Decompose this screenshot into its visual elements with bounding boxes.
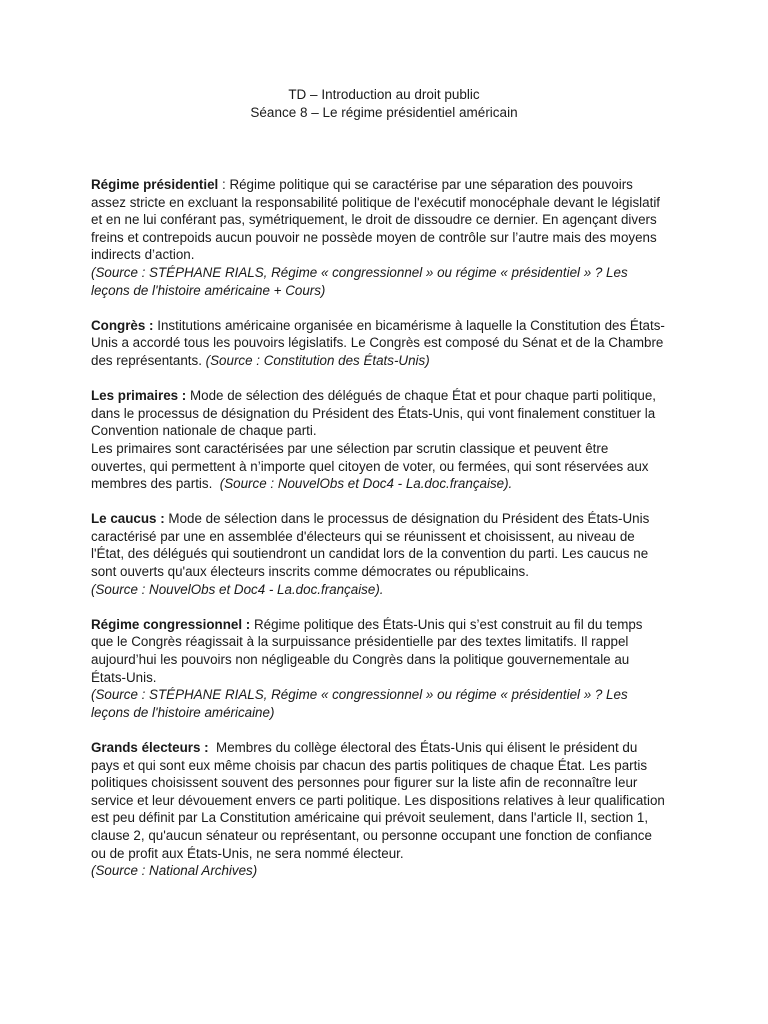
entry-body	[91, 176, 665, 264]
entry-body	[91, 739, 665, 862]
entry-body	[91, 510, 665, 580]
entry-definition: Membres du collège électoral des États-Unis qui élisent le président du pays et qui sont eux même choisis par chacun des partis politiques de chaque État. Les partis politiques choisissent souvent des personnes pour figurer sur la liste afin de reconnaître leur service et leur dévouement envers ce parti politique. Les dispositions relatives à leur qualification est peu définit par La Constitution américaine qui prévoit seulement, dans l'article II, section 1, clause 2, qu'aucun sénateur ou représentant, ou personne occupant une fonction de confiance ou de profit aux États-Unis, ne sera nommé électeur.	[91, 740, 665, 861]
entry-term: Congrès :	[91, 317, 154, 333]
entry-term: Grands électeurs :	[91, 740, 209, 755]
entry-source: (Source : NouvelObs et Doc4 - La.doc.française).	[91, 581, 384, 597]
glossary-entry-regime-presidentiel	[91, 176, 665, 299]
entry-definition: Régime politique des États-Unis qui s’est construit au fil du temps que le Congrès réagissait à la surpuissance présidentielle par des textes limitatifs. Il rappel aujourd’hui les pouvoirs non négligeable du Congrès dans la politique gouvernementale au États-Unis.	[91, 616, 643, 685]
glossary-entry-caucus	[91, 510, 665, 598]
glossary-entry-regime-congressionnel	[91, 616, 665, 722]
entry-definition: Institutions américaine organisée en bicamérisme à laquelle la Constitution des États-Unis a accordé tous les pouvoirs législatifs. Le Congrès est composé du Sénat et de la Chambre des représentants.	[91, 317, 665, 368]
entry-body	[91, 317, 665, 370]
entry-separator: :	[218, 177, 230, 192]
entry-source: (Source : Constitution des États-Unis)	[205, 352, 430, 368]
entry-source: (Source : NouvelObs et Doc4 - La.doc.française).	[219, 476, 513, 492]
entry-term: Régime congressionnel :	[91, 616, 251, 632]
glossary-entry-primaires	[91, 387, 665, 493]
document-header	[0, 86, 768, 122]
entry-body-continued	[91, 440, 665, 493]
entry-definition-2: Les primaires sont caractérisées par une sélection par scrutin classique et peuvent être ouvertes, qui permettent à n’importe quel citoyen de voter, ou fermées, qui sont réservées aux membres des partis.	[91, 440, 649, 492]
glossary	[91, 176, 665, 897]
course-title: TD – Introduction au droit public	[288, 87, 480, 102]
entry-definition: Régime politique qui se caractérise par une séparation des pouvoirs assez stricte en excluant la responsabilité politique de l'exécutif monocéphale devant le législatif et en ne lui conférant pas, symétriquement, le droit de dissoudre ce dernier. En agençant divers freins et contrepoids aucun pouvoir ne possède moyen de contrôle sur l’autre mais des moyens indirects d’action.	[91, 177, 661, 263]
entry-term: Le caucus :	[91, 511, 165, 527]
entry-source: (Source : National Archives)	[91, 863, 258, 879]
entry-definition: Mode de sélection des délégués de chaque État et pour chaque parti politique, dans le processus de désignation du Président des États-Unis, qui vont finalement constituer la Convention nationale de chaque parti.	[91, 388, 657, 439]
entry-body	[91, 616, 665, 686]
entry-source: (Source : STÉPHANE RIALS, Régime « congressionnel » ou régime « présidentiel » ? Les leçons de l'histoire américaine)	[91, 687, 628, 720]
glossary-entry-grands-electeurs	[91, 739, 665, 880]
entry-body	[91, 387, 665, 440]
entry-source: (Source : STÉPHANE RIALS, Régime « congressionnel » ou régime « présidentiel » ? Les leçons de l'histoire américaine + Cours)	[91, 264, 628, 298]
glossary-entry-congres	[91, 317, 665, 370]
entry-definition: Mode de sélection dans le processus de désignation du Président des États-Unis caractérisé par une en assemblée d'électeurs qui se réunissent et choisissent, au niveau de l'État, des délégués qui soutiendront un candidat lors de la convention du parti. Les caucus ne sont ouverts qu'aux électeurs inscrits comme démocrates ou républicains.	[91, 511, 650, 580]
entry-term: Régime présidentiel	[91, 177, 219, 192]
entry-separator	[209, 740, 216, 755]
session-title: Séance 8 – Le régime présidentiel américain	[250, 105, 518, 120]
entry-term: Les primaires :	[91, 388, 187, 404]
